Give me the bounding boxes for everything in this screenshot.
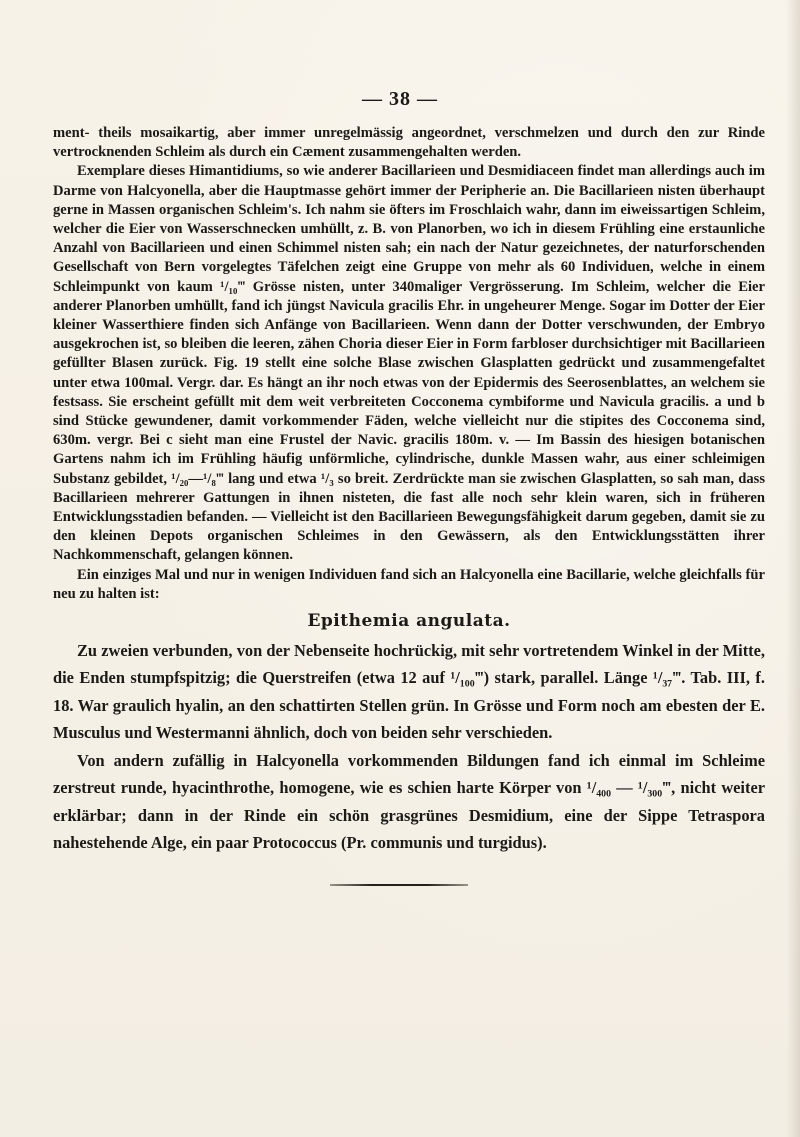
paragraph-continuation: ment- theils mosaikartig, aber immer unregelmässig angeordnet, verschmelzen und durch den zur Rinde vertrocknenden Schleim als durch ein Cæment zusammengehalten werden. bbox=[53, 125, 765, 161]
page-number: — 38 — bbox=[362, 88, 438, 110]
section-end-rule bbox=[330, 884, 468, 886]
paragraph-species-description: Zu zweien verbunden, von der Nebenseite hochrückig, mit sehr vortretendem Winkel in der Mitte, die Enden stumpfspitzig; die Querstreifen (etwa 12 auf ¹/₁₀₀‴) stark, parallel. Länge ¹/₃₇‴. Tab. III, f. 18. War graulich hyalin, an den schattirten Stellen grün. In Grösse und Form noch am ebesten der E. Musculus und Westermanni ähnlich, doch von beiden sehr verschieden. bbox=[53, 641, 765, 743]
paragraph-other-formations: Von andern zufällig in Halcyonella vorkommenden Bildungen fand ich einmal im Schleime zerstreut runde, hyacinthrothe, homogene, wie es schien harte Körper von ¹/₄₀₀ — ¹/₃₀₀‴, nicht weiter erklärbar; dann in der Rinde ein schön grasgrünes Desmidium, eine der Sippe Tetraspora nahestehende Alge, ein paar Protococcus (Pr. communis und turgidus). bbox=[53, 750, 765, 852]
page-edge-shadow bbox=[786, 0, 800, 1137]
body-text bbox=[53, 124, 765, 856]
paragraph-bacillarieen: Exemplare dieses Himantidiums, so wie anderer Bacillarieen und Desmidiaceen findet man allerdings auch im Darme von Halcyonella, aber die Hauptmasse gehört immer der Peripherie an. Die Bacillarieen nisten überhaupt gerne in Massen organischen Schleim's. Ich nahm sie öfters im Froschlaich wahr, dann im eiweissartigen Schleim, welcher die Eier von Wasserschnecken umhüllt, z. B. von Planorben, wo ich in diesem Frühling eine erstaunliche Anzahl von Bacillarieen und einen Schimmel nisten sah; ein nach der Natur gezeichnetes, der naturforschenden Gesellschaft von Bern vorgelegtes Täfelchen zeigt eine Gruppe von mehr als 60 Individuen, welche in einem Schleimpunkt von kaum ¹/₁₀‴ Grösse nisten, unter 340maliger Vergrösserung. Im Schleim, welcher die Eier anderer Planorben umhüllt, fand ich jüngst Navicula gracilis Ehr. in ungeheurer Menge. Sogar im Dotter der Eier kleiner Wasserthiere finden sich Anfänge von Bacillarieen. Wenn dann der Dotter verschwunden, der Embryo ausgekrochen ist, so bleiben die leeren, zähen Choria dieser Eier in Form farbloser durchsichtiger mit Bacillarieen gefüllter Blasen zurück. Fig. 19 stellt eine solche Blase zwischen Glasplatten gedrückt und zusammengefaltet unter etwa 100mal. Vergr. dar. Es hängt an ihr noch etwas von der Epidermis des Seerosenblattes, an welchem sie festsass. Sie erscheint gefüllt mit dem weit verbreiteten Cocconema cymbiforme und Navicula gracilis. a und b sind Stücke gewundener, damit vorkommender Fäden, welche vielleicht nur die stipites des Cocconema sind, 630m. vergr. Bei c sieht man eine Frustel der Navic. gracilis 180m. v. — Im Bassin des hiesigen botanischen Gartens nahm ich im Frühling häufig unförmliche, cylindrische, dunkle Massen wahr, aus einer schleimigen Substanz gebildet, ¹/₂₀—¹/₈‴ lang und etwa ¹/₃ so breit. Zerdrückte man sie zwischen Glasplatten, so sah man, dass Bacillarieen mehrerer Gattungen in ihnen nisteten, die fast alle noch sehr klein waren, sich in früheren Entwicklungsstadien befanden. — Vielleicht ist den Bacillarieen Bewegungsfähigkeit darum gegeben, damit sie zu den kleinen Depots organischen Schleimes in den Gewässern, als den Entwicklungsstätten ihrer Nachkommenschaft, gelangen können. bbox=[53, 163, 765, 564]
paragraph-new-species-intro: Ein einziges Mal und nur in wenigen Individuen fand sich an Halcyonella eine Bacillarie, welche gleichfalls für neu zu halten ist: bbox=[53, 566, 765, 602]
species-heading: Epithemia angulata. bbox=[307, 611, 511, 632]
